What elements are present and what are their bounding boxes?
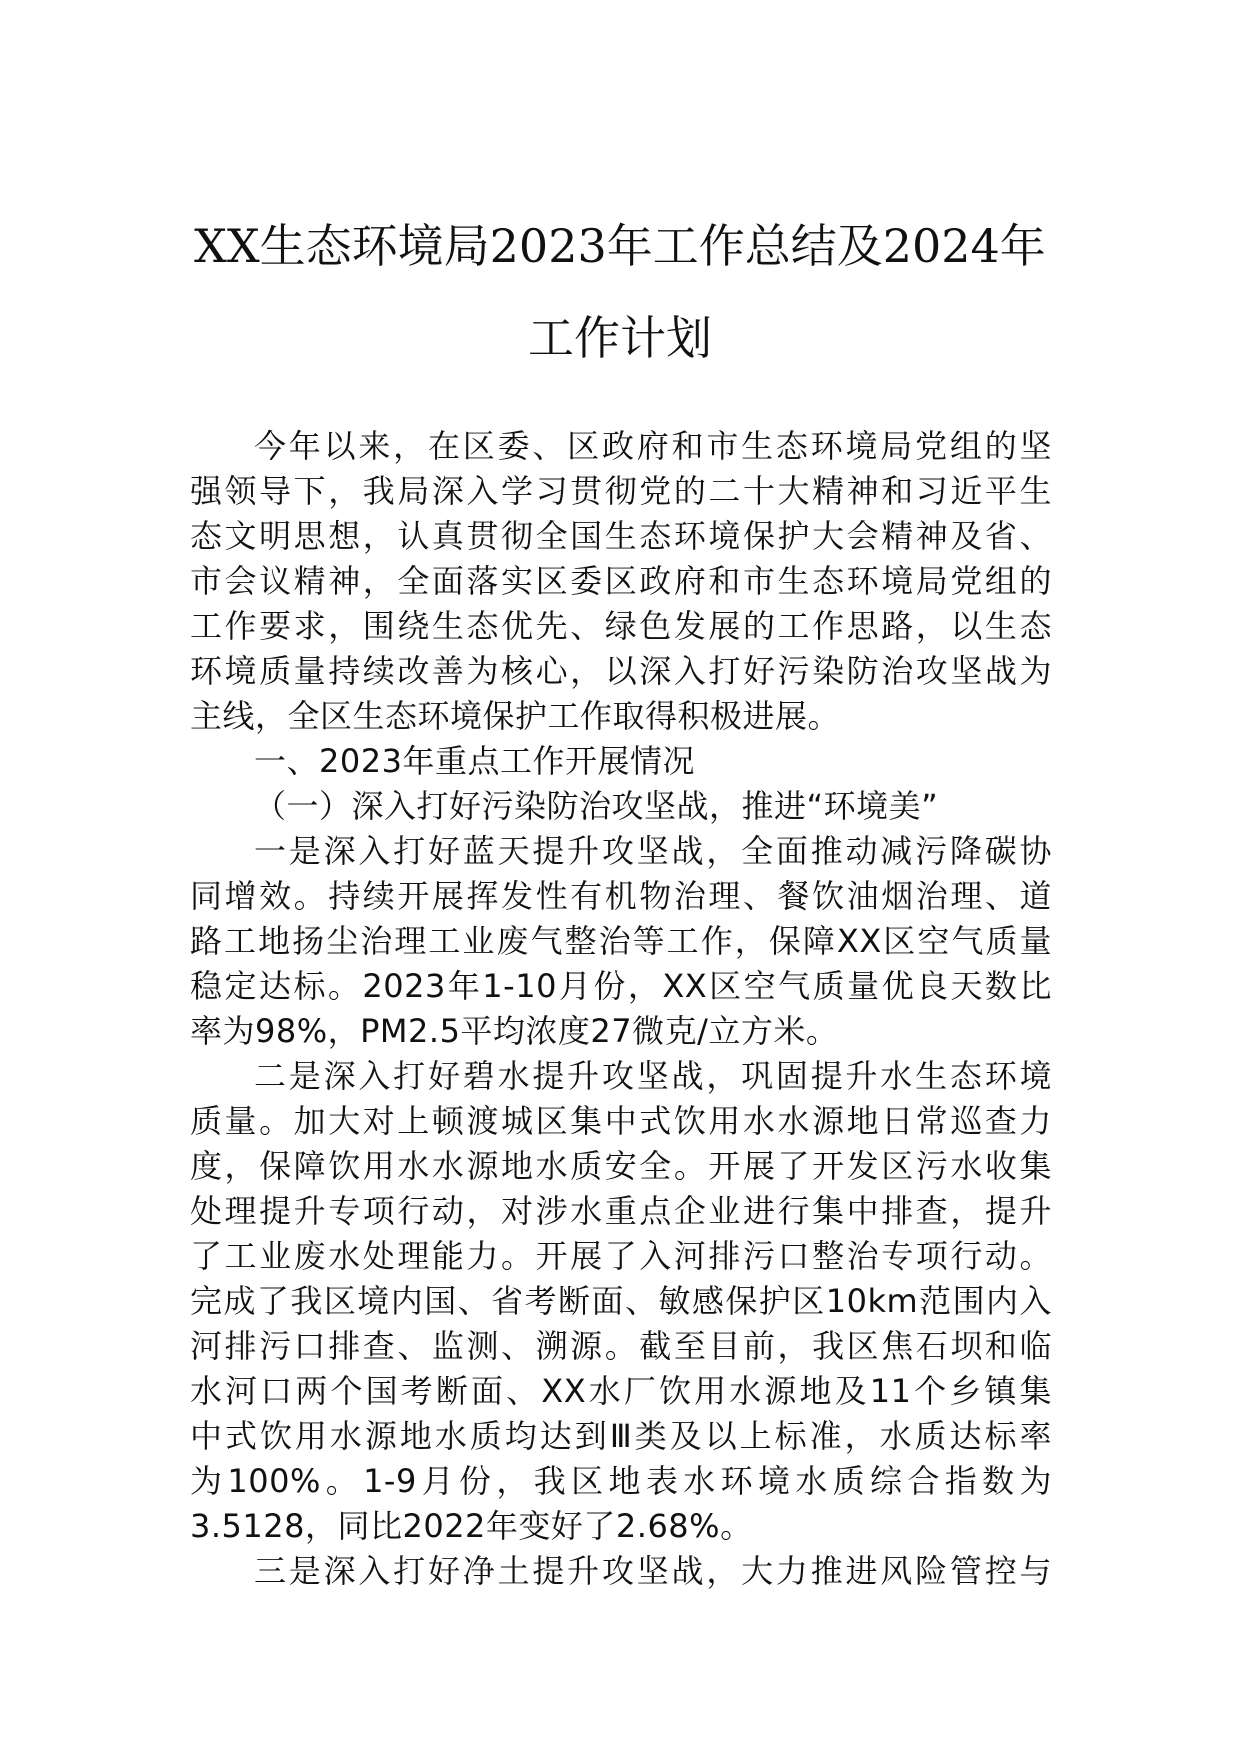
body-line: 环境质量持续改善为核心，以深入打好污染防治攻坚战为 <box>190 652 1052 690</box>
body-line: 一是深入打好蓝天提升攻坚战，全面推动减污降碳协 <box>254 832 1052 870</box>
body-line: 路工地扬尘治理工业废气整治等工作，保障XX区空气质量 <box>190 922 1052 960</box>
body-line: 主线，全区生态环境保护工作取得积极进展。 <box>190 697 841 735</box>
body-line: 态文明思想，认真贯彻全国生态环境保护大会精神及省、 <box>190 517 1052 555</box>
body-line: 3.5128，同比2022年变好了2.68%。 <box>190 1507 753 1545</box>
body-line: 了工业废水处理能力。开展了入河排污口整治专项行动。 <box>190 1237 1052 1275</box>
body-line: 稳定达标。2023年1-10月份，XX区空气质量优良天数比 <box>190 967 1052 1005</box>
document-body <box>190 424 1052 1594</box>
body-line: 质量。加大对上顿渡城区集中式饮用水水源地日常巡查力 <box>190 1102 1052 1140</box>
body-line: 市会议精神，全面落实区委区政府和市生态环境局党组的 <box>190 562 1052 600</box>
body-line: 今年以来，在区委、区政府和市生态环境局党组的坚 <box>254 427 1052 465</box>
body-line: 同增效。持续开展挥发性有机物治理、餐饮油烟治理、道 <box>190 877 1052 915</box>
body-line: 三是深入打好净土提升攻坚战，大力推进风险管控与 <box>254 1552 1052 1590</box>
body-line: 处理提升专项行动，对涉水重点企业进行集中排查，提升 <box>190 1192 1052 1230</box>
body-line: 率为98%，PM2.5平均浓度27微克/立方米。 <box>190 1012 839 1050</box>
document-title-line-2: 工作计划 <box>528 311 712 365</box>
body-line: 中式饮用水源地水质均达到Ⅲ类及以上标准，水质达标率 <box>190 1417 1052 1455</box>
subsection-heading: （一）深入打好污染防治攻坚战，推进“环境美” <box>254 787 939 825</box>
body-line: 工作要求，围绕生态优先、绿色发展的工作思路，以生态 <box>190 607 1052 645</box>
body-line: 为100%。1-9月份，我区地表水环境水质综合指数为 <box>190 1462 1052 1500</box>
body-line: 水河口两个国考断面、XX水厂饮用水源地及11个乡镇集 <box>190 1372 1052 1410</box>
body-line: 二是深入打好碧水提升攻坚战，巩固提升水生态环境 <box>254 1057 1052 1095</box>
section-heading: 一、2023年重点工作开展情况 <box>254 742 695 780</box>
document-title-line-1: XX生态环境局2023年工作总结及2024年 <box>194 219 1046 273</box>
body-line: 强领导下，我局深入学习贯彻党的二十大精神和习近平生 <box>190 472 1052 510</box>
body-line: 度，保障饮用水水源地水质安全。开展了开发区污水收集 <box>190 1147 1052 1185</box>
body-line: 河排污口排查、监测、溯源。截至目前，我区焦石坝和临 <box>190 1327 1052 1365</box>
body-line: 完成了我区境内国、省考断面、敏感保护区10km范围内入 <box>190 1282 1052 1320</box>
